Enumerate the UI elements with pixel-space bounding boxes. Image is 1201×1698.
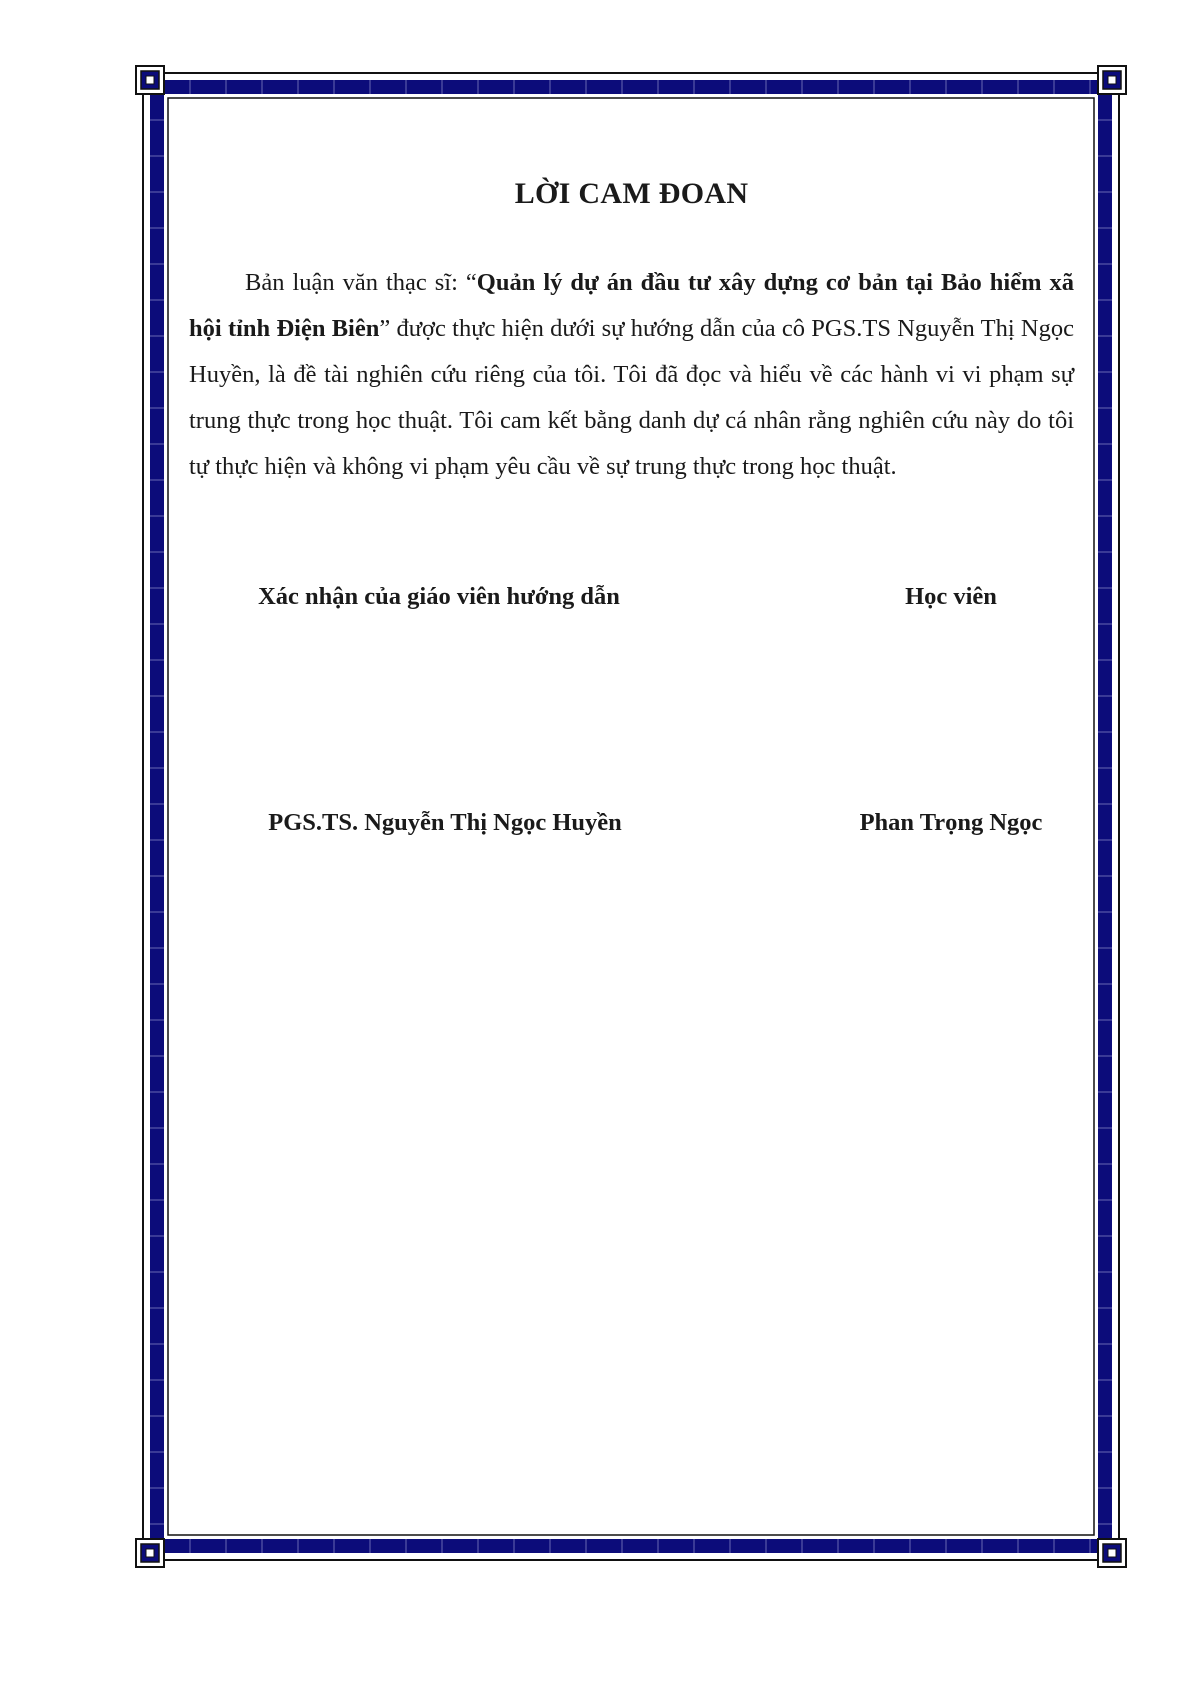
frame-bar-bottom — [150, 1539, 1112, 1553]
frame-corner-center — [146, 1549, 154, 1557]
student-heading: Học viên — [905, 583, 997, 610]
page-title: LỜI CAM ĐOAN — [514, 177, 749, 210]
document-body — [189, 150, 1074, 836]
paragraph-body: ” được thực hiện dưới sự hướng dẫn của cô PGS.TS Nguyễn Thị Ngọc Huyền, là đề tài nghiên cứu riêng của tôi. Tôi đã đọc và hiểu về các hành vi vi phạm sự trung thực trong học thuật. Tôi cam kết bằng danh dự cá nhân rằng nghiên cứu này do tôi tự thực hiện và không vi phạm yêu cầu về sự trung thực trong học thuật. — [189, 315, 1074, 480]
frame-corner-center — [146, 76, 154, 84]
thesis-title: Quản lý dự án đầu tư xây dựng cơ bản tại Bảo hiểm xã hội tỉnh Điện Biên — [189, 269, 1074, 342]
supervisor-name: PGS.TS. Nguyễn Thị Ngọc Huyền — [268, 809, 622, 836]
frame-bar-top — [150, 80, 1112, 94]
frame-corner-center — [1108, 76, 1116, 84]
student-name: Phan Trọng Ngọc — [859, 809, 1043, 836]
paragraph-intro: Bản luận văn thạc sĩ: “ — [245, 269, 477, 296]
declaration-paragraph — [189, 260, 1074, 490]
frame-corner-center — [1108, 1549, 1116, 1557]
frame-bar-left — [150, 80, 164, 1553]
supervisor-heading: Xác nhận của giáo viên hướng dẫn — [258, 583, 620, 610]
